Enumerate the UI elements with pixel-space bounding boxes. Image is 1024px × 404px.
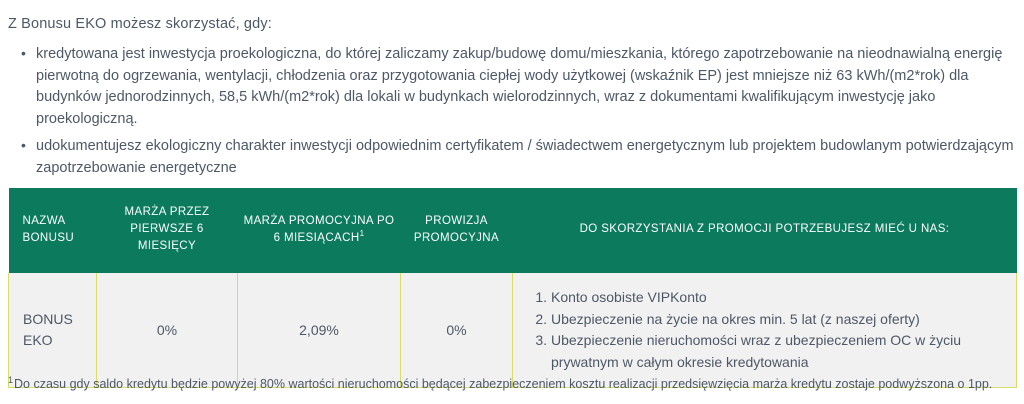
column-header-commission: PROWIZJA PROMOCYJNA [401,188,513,273]
cell-requirements [513,273,1017,388]
conditions-list [8,44,1014,179]
list-item: • kredytowana jest inwestycja proekologiczna, do której zaliczamy zakup/budowę domu/mieszkania, którego zapotrzebowanie na nieodnawialną energię pierwotną do ogrzewania, wentylacji, chłodzenia oraz przygotowania ciepłej wody użytkowej (wskaźnik EP) jest mniejsze niż 63 kWh/(m2*rok) dla budynków jednorodzinnych, 58,5 kWh/(m2*rok) dla lokali w budynkach wielorodzinnych, wraz z dokumentami kwalifikującym inwestycję jako proekologiczną. [36,44,1014,130]
footnote-text: Do czasu gdy saldo kredytu będzie powyżej 80% wartości nieruchomości będącej zabezpieczeniem kosztu realizacji przedsięwzięcia marża kredytu zostaje podwyższona o 1pp. [14,377,993,391]
footnote [8,376,1016,393]
cell-margin-first-months: 0% [97,273,238,388]
column-header-margin-promo [238,188,401,273]
footnote-marker: 1 [8,374,14,385]
table-header-row [9,188,1017,273]
list-item: Ubezpieczenie nieruchomości wraz z ubezpieczeniem OC w życiu prywatnym w całym okresie kredytowania [551,332,962,370]
promo-table [8,188,1017,388]
cell-margin-promo: 2,09% [238,273,401,388]
requirements-list [531,287,1006,373]
column-header-bonus-name: NAZWA BONUSU [9,188,97,273]
column-header-requirements: DO SKORZYSTANIA Z PROMOCJI POTRZEBUJESZ MIEĆ U NAS: [513,188,1017,273]
column-header-margin-first-months: MARŻA PRZEZ PIERWSZE 6 MIESIĘCY [97,188,238,273]
cell-commission: 0% [401,273,513,388]
footnote-marker-superscript: 1 [359,228,365,238]
list-item: Konto osobiste VIPKonto [551,289,707,305]
intro-text: Z Bonusu EKO możesz skorzystać, gdy: [8,16,272,32]
list-item: Ubezpieczenie na życie na okres min. 5 lat (z naszej oferty) [551,310,920,327]
column-header-margin-promo-label: MARŻA PROMOCYJNA PO 6 MIESIĄCACH [243,214,395,244]
table-body [9,273,1017,388]
cell-bonus-name: BONUS EKO [9,273,97,388]
table-row [9,273,1017,388]
list-item: • udokumentujesz ekologiczny charakter inwestycji odpowiednim certyfikatem / świadectwem energetycznym lub projektem budowlanym potwierdzającym zapotrzebowanie energetyczne [36,136,1014,179]
table-header [9,188,1017,273]
